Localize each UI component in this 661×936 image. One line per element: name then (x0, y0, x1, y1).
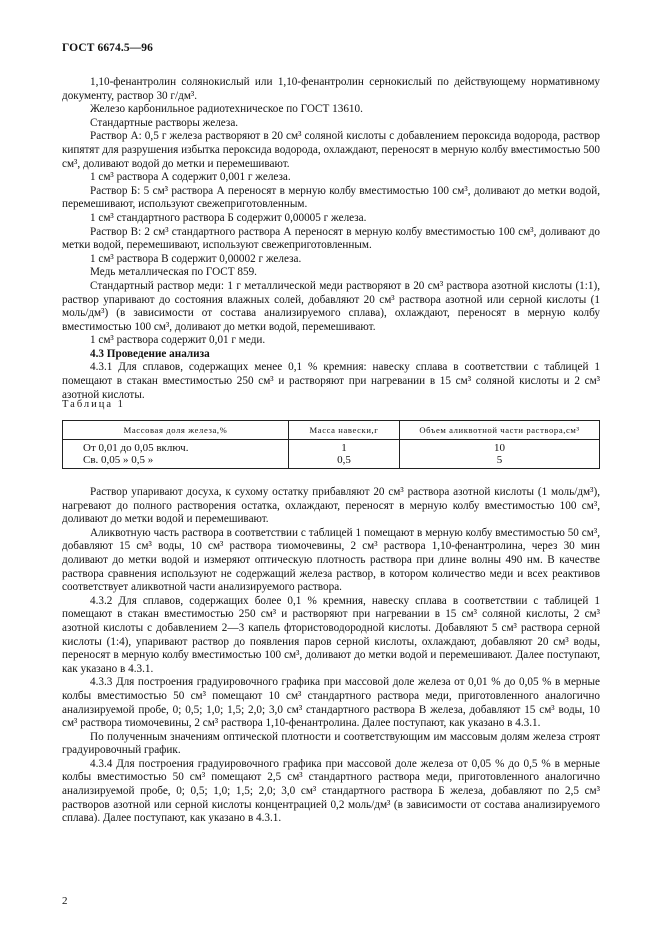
body-text-top (62, 76, 600, 402)
table-cell-volume: 5 (496, 454, 503, 466)
page-number: 2 (62, 895, 68, 907)
paragraph: 4.3.1 Для сплавов, содержащих менее 0,1 % кремния: навеску сплава в соответствии с таблицей 1 помещают в стакан вместимостью 250 см³ и растворяют при нагревании в 15 см³ соляной кислоты и 2 см³ азотной кислоты. (62, 361, 600, 401)
paragraph: 4.3.2 Для сплавов, содержащих более 0,1 % кремния, навеску сплава в соответствии с таблицей 1 помещают в стакан вместимостью 250 см³ и растворяют при нагревании в 15 см³ соляной кислоты, 2 см³ азотной кислоты с добавлением 2—3 капель фтористоводородной кислоты. Добавляют 5 см³ раствора серной кислоты (1:4), упаривают раствор до появления паров серной кислоты, охлаждают, добавляют 20 см³ воды, переносят в мерную колбу вместимостью 100 см³, доливают до метки водой и перемешивают. Далее поступают, как указано в 4.3.1. (62, 594, 600, 675)
table-header-sample-mass: Масса навески,г (289, 421, 400, 440)
table-1 (62, 420, 600, 469)
table-cell-mass: 0,5 (337, 454, 351, 466)
paragraph: Стандартный раствор меди: 1 г металлической меди растворяют в 20 см³ раствора азотной кислоты (1:1), раствор упаривают до состояния влажных солей, добавляют 20 см³ раствора азотной или серной кислоты (1 моль/дм³) (в зависимости от состава анализируемого сплава), охлаждают, переносят в мерную колбу вместимостью 100 см³, доливают до метки водой, перемешивают. (62, 279, 600, 333)
paragraph: Медь металлическая по ГОСТ 859. (90, 266, 257, 279)
paragraph: 1 см³ раствора В содержит 0,00002 г железа. (90, 252, 302, 265)
paragraph: Раствор А: 0,5 г железа растворяют в 20 см³ соляной кислоты с добавлением пероксида водорода, раствор кипятят для разрушения избытка пероксида водорода, охлаждают, переносят в мерную колбу вместимостью 500 см³, доливают водой до метки и перемешивают. (62, 130, 600, 170)
table-row (63, 440, 600, 469)
section-heading: 4.3 Проведение анализа (90, 347, 210, 360)
paragraph: Раствор Б: 5 см³ раствора А переносят в мерную колбу вместимостью 100 см³, доливают до метки водой, перемешивают, используют свежеприготовленным. (62, 184, 600, 211)
table-cell-range: Св. 0,05 » 0,5 » (83, 454, 154, 466)
table-header-iron-fraction: Массовая доля железа,% (63, 421, 289, 440)
table-caption: Таблица 1 (62, 399, 125, 410)
paragraph: 4.3.4 Для построения градуировочного графика при массовой доле железа от 0,05 % до 0,5 % в мерные колбы вместимостью 50 см³ помещают 2,5 см³ стандартного раствора меди, приготовленного аналогично анализируемой пробе, 0; 0,5; 1,0; 1,5; 2,0; 3,0 см³ стандартного раствора Б железа, добавляют по 2,5 см³ растворов азотной или серной кислоты концентрацией 0,2 моль/дм³ (в зависимости от состава анализируемого сплава). Далее поступают, как указано в 4.3.1. (62, 757, 600, 825)
table-header-row (63, 421, 600, 440)
table-cell-range: От 0,01 до 0,05 включ. (83, 442, 189, 454)
paragraph: Стандартные растворы железа. (90, 116, 239, 129)
paragraph: 1 см³ стандартного раствора Б содержит 0,00005 г железа. (90, 211, 367, 224)
paragraph: Аликвотную часть раствора в соответствии с таблицей 1 помещают в мерную колбу вместимостью 50 см³, добавляют 15 см³ воды, 10 см³ раствора тиомочевины, 2 см³ раствора 1,10-фенантролина, через 30 мин доливают до метки водой и измеряют оптическую плотность раствора при длине волны 490 нм. В качестве раствора сравнения используют не содержащий железа раствор, в котором количество меди и всех реактивов соответствует аликвотной части анализируемого раствора. (62, 526, 600, 594)
table-cell-volume: 10 (493, 442, 505, 454)
paragraph: 1 см³ раствора содержит 0,01 г меди. (90, 334, 266, 347)
paragraph: 1,10-фенантролин солянокислый или 1,10-фенантролин сернокислый по действующему нормативному документу, раствор 30 г/дм³. (62, 76, 600, 102)
paragraph: Раствор В: 2 см³ стандартного раствора А переносят в мерную колбу вместимостью 100 см³, доливают до метки водой, перемешивают, используют свежеприготовленным. (62, 225, 600, 252)
paragraph: По полученным значениям оптической плотности и соответствующим им массовым долям железа строят градуировочный график. (62, 730, 600, 757)
paragraph: 1 см³ раствора А содержит 0,001 г железа. (90, 171, 291, 184)
paragraph: Раствор упаривают досуха, к сухому остатку прибавляют 20 см³ раствора азотной кислоты (1 моль/дм³), нагревают до полного растворения остатка, охлаждают, переносят в мерную колбу вместимостью 100 см³, доливают до метки водой и перемешивают. (62, 486, 600, 526)
paragraph: Железо карбонильное радиотехническое по ГОСТ 13610. (90, 103, 363, 116)
document-header: ГОСТ 6674.5—96 (62, 42, 153, 54)
table-header-aliquot-volume: Объем аликвотной части раствора,см³ (399, 421, 599, 440)
paragraph: 4.3.3 Для построения градуировочного графика при массовой доле железа от 0,01 % до 0,05 % в мерные колбы вместимостью 50 см³ помещают 10 см³ стандартного раствора меди, приготовленного аналогично анализируемой пробе, 0; 0,5; 1,0; 1,5; 2,0; 3,0 см³ стандартного раствора В железа, добавляют 15 см³ воды, 10 см³ раствора тиомочевины, 2 см³ раствора 1,10-фенантролина. Далее поступают, как указано в 4.3.1. (62, 676, 600, 730)
table-cell-mass: 1 (341, 442, 347, 454)
body-text-bottom (62, 486, 600, 826)
